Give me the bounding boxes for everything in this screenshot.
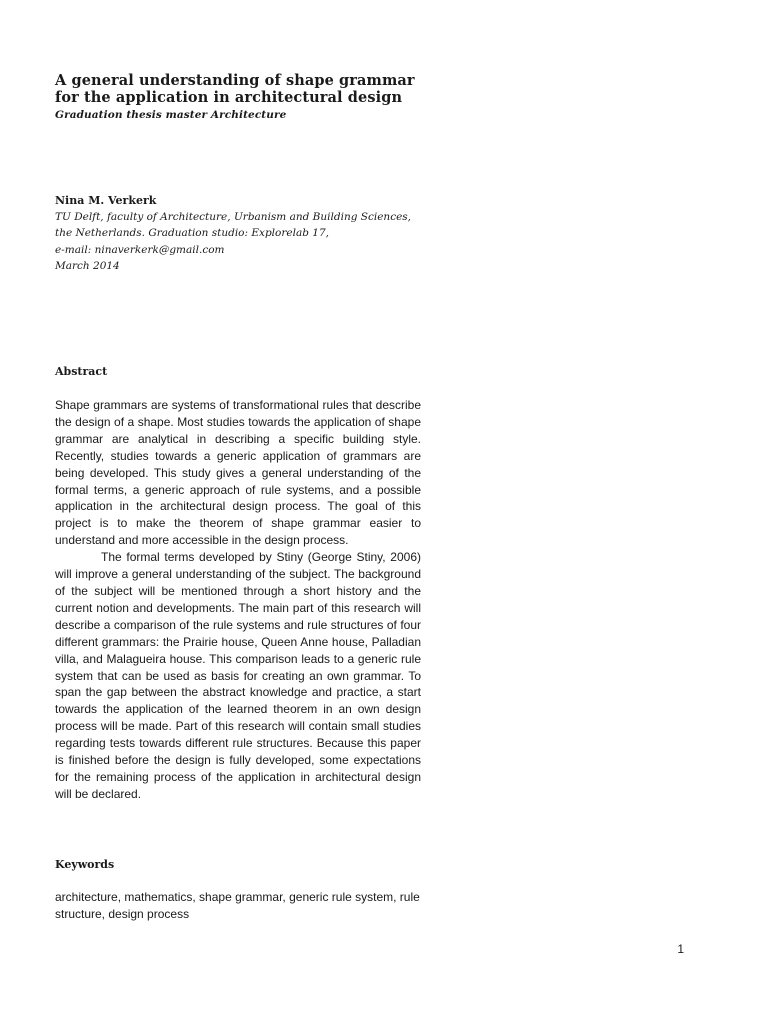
keywords-text: architecture, mathematics, shape grammar, generic rule system, rule structure, design process [55, 890, 420, 921]
page-number: 1 [677, 942, 684, 956]
publication-date: March 2014 [55, 259, 120, 272]
affiliation-line-1: TU Delft, faculty of Architecture, Urbanism and Building Sciences, [55, 211, 412, 223]
author-email: e-mail: ninaverkerk@gmail.com [55, 243, 225, 256]
paper-title-line-2: for the application in architectural design [55, 89, 403, 106]
paper-subtitle: Graduation thesis master Architecture [55, 109, 287, 121]
author-name: Nina M. Verkerk [55, 194, 157, 207]
author-block [55, 193, 421, 274]
abstract-paragraph-1: Shape grammars are systems of transformational rules that describe the design of a shape. Most studies towards the application of shape grammar are analytical in describing a specific building style. Recently, studies towards a generic application of grammars are being developed. This study gives a general understanding of the formal terms, a generic approach of rule systems, and a possible application in the architectural design process. The goal of this project is to make the theorem of shape grammar easier to understand and more accessible in the design process. [55, 398, 421, 548]
paper-title-line-1: A general understanding of shape grammar [55, 72, 415, 89]
keywords-heading: Keywords [55, 858, 115, 871]
abstract-body [55, 397, 421, 803]
title-block [55, 72, 421, 123]
abstract-paragraph-2: The formal terms developed by Stiny (George Stiny, 2006) will improve a general understanding of the subject. The background of the subject will be mentioned through a short history and the current notion and developments. The main part of this research will describe a comparison of the rule systems and rule structures of four different grammars: the Prairie house, Queen Anne house, Palladian villa, and Malagueira house. This comparison leads to a generic rule system that can be used as basis for creating an own grammar. To span the gap between the abstract knowledge and practice, a start towards the application of the learned theorem in an own design process will be made. Part of this research will contain small studies regarding tests towards different rule structures. Because this paper is finished before the design is fully developed, some expectations for the remaining process of the application in architectural design will be declared. [55, 550, 421, 801]
affiliation-line-2: the Netherlands. Graduation studio: Explorelab 17, [55, 227, 329, 240]
abstract-heading: Abstract [55, 365, 108, 378]
